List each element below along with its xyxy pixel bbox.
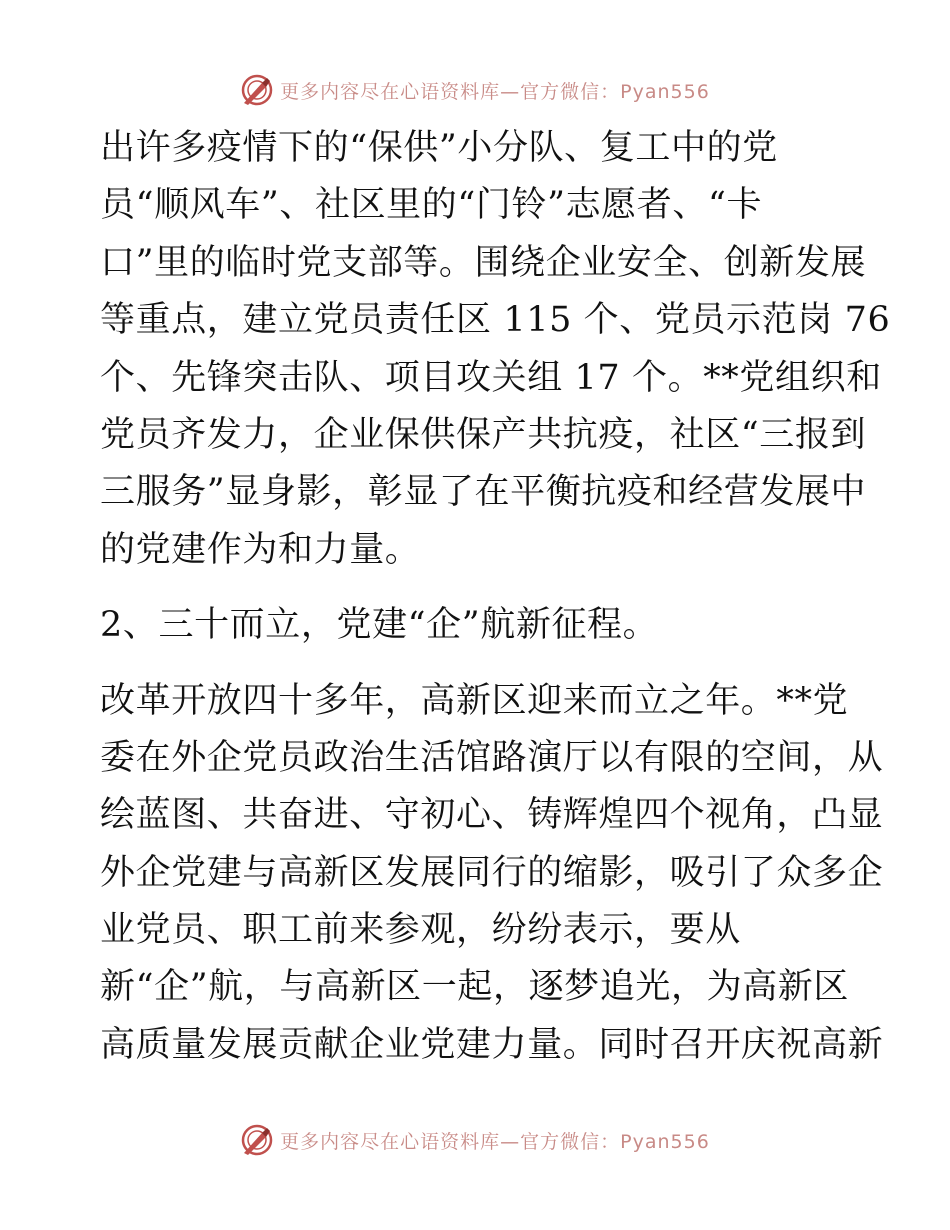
footer-watermark: [0, 1120, 950, 1160]
text-line: 党员齐发力，企业保供保产共抗疫，社区“三报到: [100, 414, 867, 455]
text-line: 外企党建与高新区发展同行的缩影，吸引了众多企: [100, 852, 884, 893]
text-line: 等重点，建立党员责任区 115 个、党员示范岗 76: [100, 300, 891, 341]
text-line: 口”里的临时党支部等。围绕企业安全、创新发展: [100, 242, 867, 283]
watermark-text: 更多内容尽在心语资料库—官方微信：Pyan556: [280, 1130, 710, 1153]
text-line: 高质量发展贡献企业党建力量。同时召开庆祝高新: [100, 1024, 884, 1065]
text-line: 改革开放四十多年，高新区迎来而立之年。**党: [100, 680, 849, 721]
section-heading: [100, 597, 850, 654]
pen-logo-icon: [240, 1123, 274, 1157]
paragraph-1: [100, 120, 891, 579]
watermark-text: 更多内容尽在心语资料库—官方微信：Pyan556: [280, 80, 710, 103]
header-watermark: [0, 70, 950, 110]
text-line: 的党建作为和力量。: [100, 529, 421, 570]
text-line: 委在外企党员政治生活馆路演厅以有限的空间，从: [100, 737, 884, 778]
paragraph-2: [100, 673, 884, 1075]
text-line: 出许多疫情下的“保供”小分队、复工中的党: [100, 128, 778, 168]
text-line: 绘蓝图、共奋进、守初心、铸辉煌四个视角，凸显: [100, 795, 884, 836]
text-line: 新“企”航，与高新区一起，逐梦追光，为高新区: [100, 967, 849, 1008]
text-line: 员“顺风车”、社区里的“门铃”志愿者、“卡: [100, 185, 763, 226]
text-line: 业党员、职工前来参观，纷纷表示，要从: [100, 910, 741, 951]
text-line: 三服务”显身影，彰显了在平衡抗疫和经营发展中: [100, 472, 867, 513]
heading-line: 2、三十而立，党建“企”航新征程。: [100, 605, 659, 646]
document-body: [100, 120, 891, 1074]
text-line: 个、先锋突击队、项目攻关组 17 个。**党组织和: [100, 357, 882, 398]
pen-logo-icon: [240, 73, 274, 107]
